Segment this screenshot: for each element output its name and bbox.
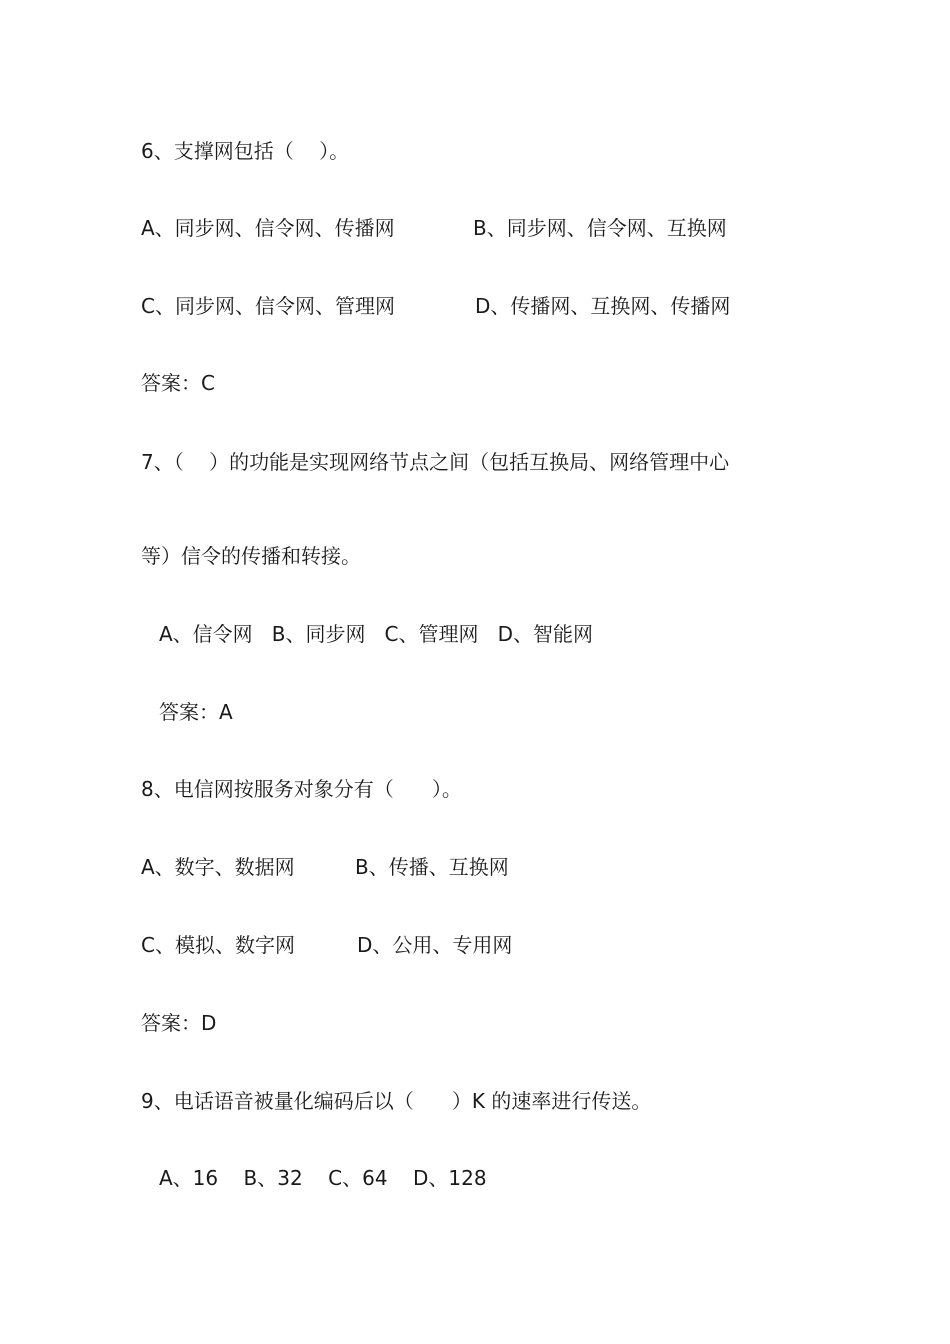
q6-option-d: D、传播网、互换网、传播网 bbox=[475, 294, 731, 318]
q8-option-b: B、传播、互换网 bbox=[355, 855, 509, 879]
q9-options: A、16 B、32 C、64 D、128 bbox=[159, 1166, 487, 1190]
q6-option-a: A、同步网、信令网、传播网 bbox=[141, 216, 395, 240]
q7-options: A、信令网 B、同步网 C、管理网 D、智能网 bbox=[159, 622, 593, 646]
q7-question-line2: 等）信令的传播和转接。 bbox=[141, 544, 361, 568]
q6-option-b: B、同步网、信令网、互换网 bbox=[473, 216, 727, 240]
q8-question: 8、电信网按服务对象分有（ ）。 bbox=[141, 777, 462, 801]
q6-option-c: C、同步网、信令网、管理网 bbox=[141, 294, 395, 318]
q7-question-line1: 7、（ ）的功能是实现网络节点之间（包括互换局、网络管理中心 bbox=[141, 450, 730, 474]
q6-question: 6、支撑网包括（ ）。 bbox=[141, 139, 350, 163]
q8-answer: 答案：D bbox=[141, 1011, 217, 1035]
q6-answer: 答案：C bbox=[141, 371, 215, 395]
q8-option-d: D、公用、专用网 bbox=[357, 933, 513, 957]
q7-answer: 答案：A bbox=[159, 700, 233, 724]
q8-option-a: A、数字、数据网 bbox=[141, 855, 295, 879]
q9-question: 9、电话语音被量化编码后以（ ）K 的速率进行传送。 bbox=[141, 1089, 652, 1113]
q8-option-c: C、模拟、数字网 bbox=[141, 933, 295, 957]
